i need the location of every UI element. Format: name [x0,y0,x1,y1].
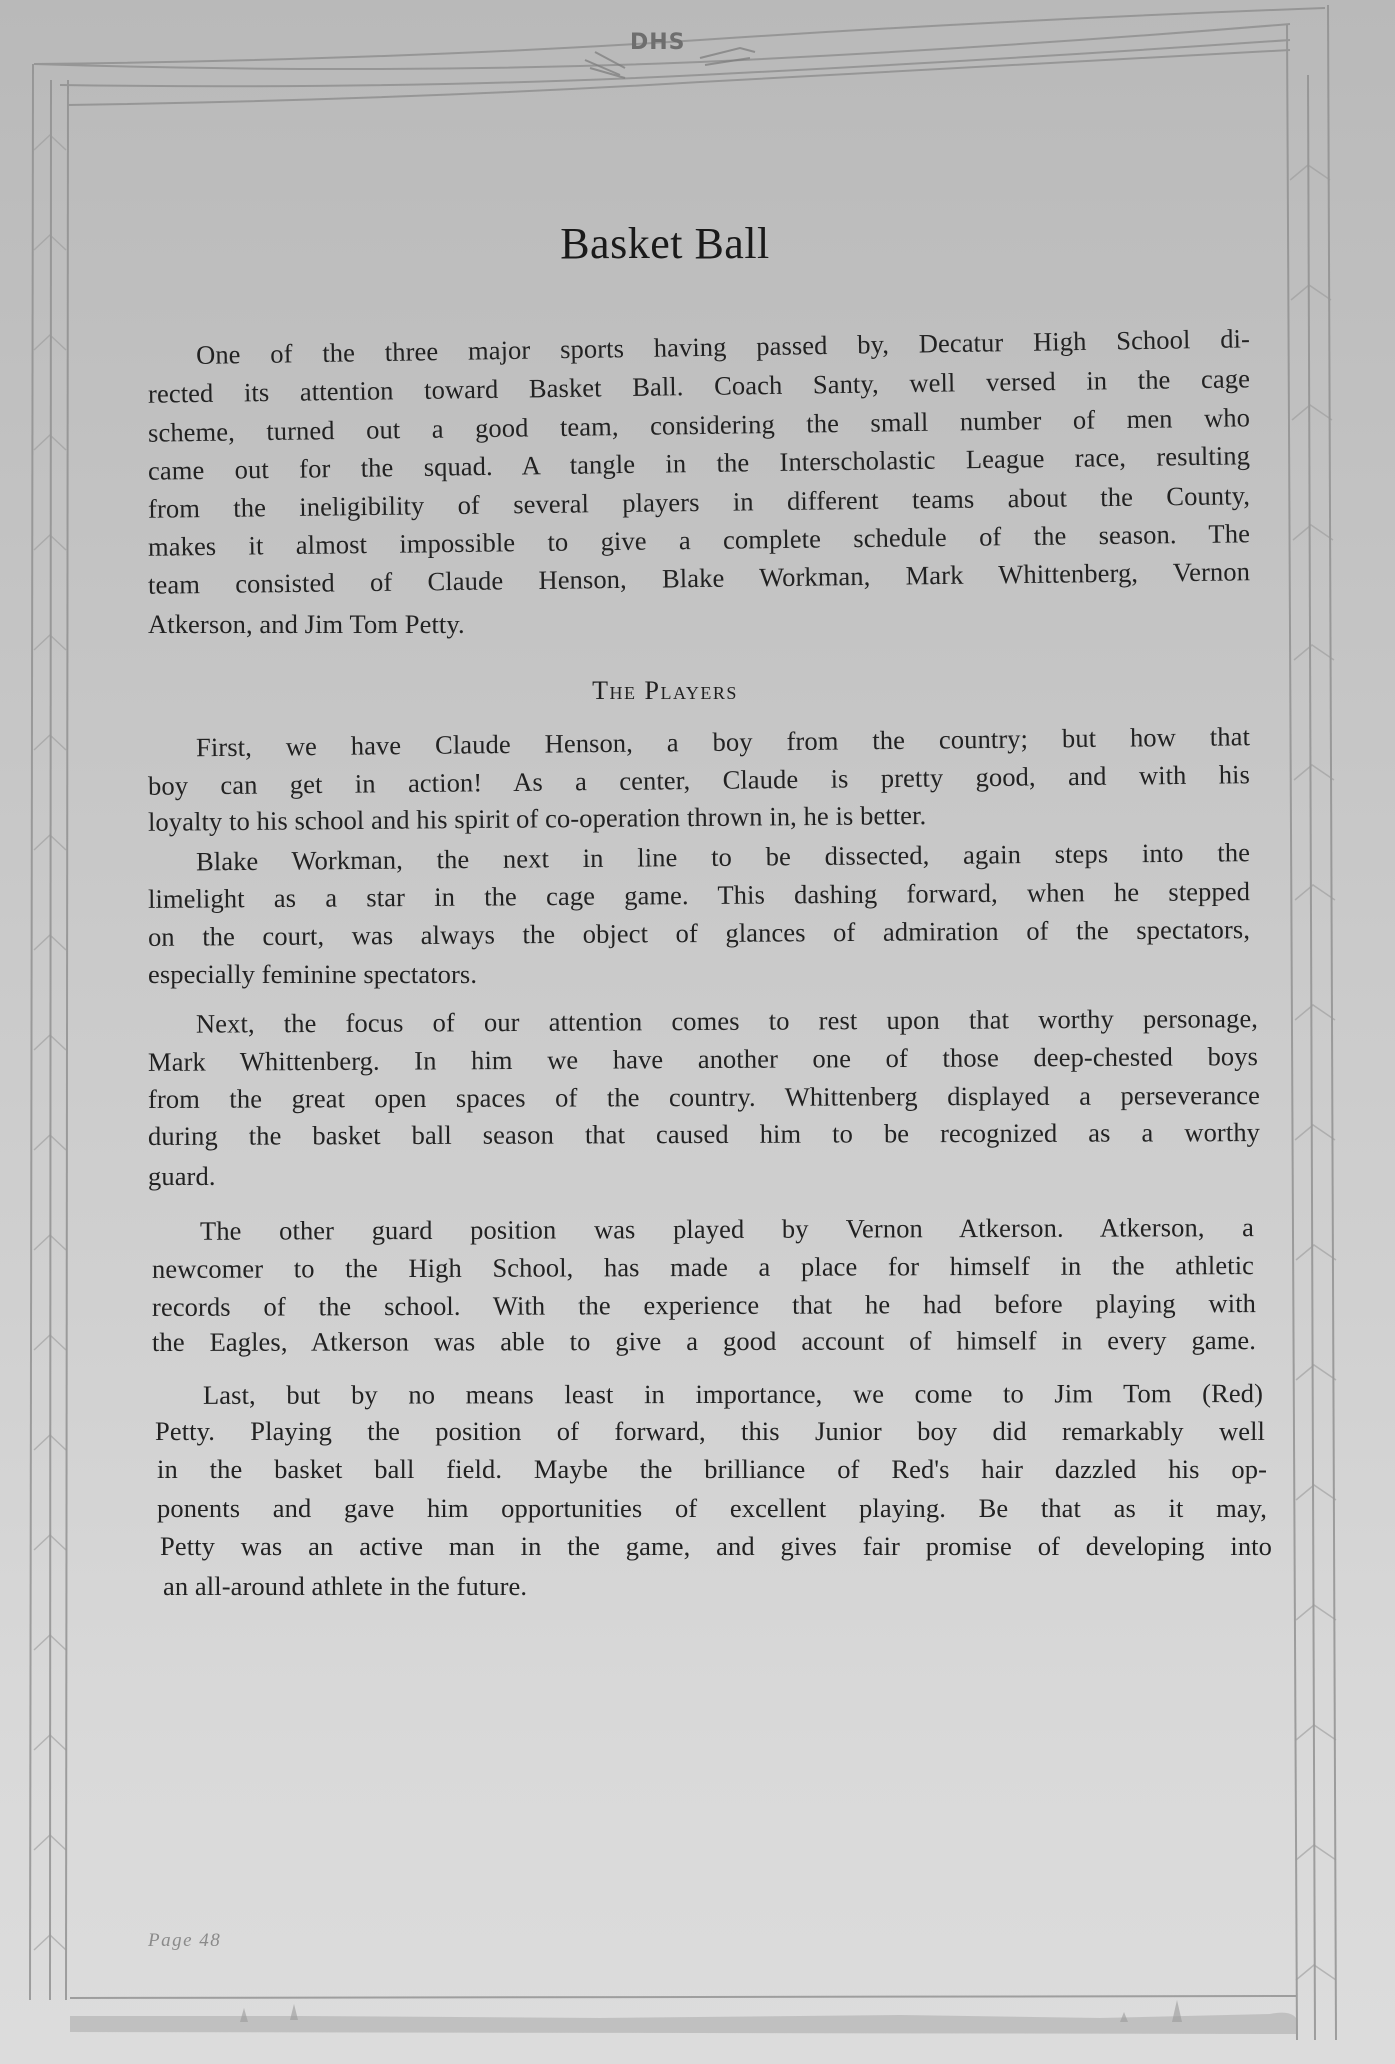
text-line: came out for the squad. A tangle in the Interscholastic League race, resulting [147,440,1251,486]
text-line: makes it almost impossible to give a complete schedule of the season. The [147,518,1251,562]
text-line: on the court, was always the object of glances of admiration of the spectators, [147,914,1251,952]
text-line: Petty was an active man in the game, and gives fair promise of developing into [160,1531,1272,1561]
text-line: Petty. Playing the position of forward, this Junior boy did remarkably well [155,1416,1265,1446]
text-line: One of the three major sports having passed by, Decatur High School di- [195,323,1251,370]
text-line: limelight as a star in the cage game. This dashing forward, when he stepped [147,876,1251,914]
text-line: during the basket ball season that caused him to be recognized as a worthy [147,1117,1261,1151]
text-line: loyalty to his school and his spirit of co-operation thrown in, he is better. [147,800,927,837]
text-line: in the basket ball field. Maybe the brilliance of Red's hair dazzled his op- [157,1454,1267,1484]
section-heading: The Players [592,676,738,705]
text-line: ponents and gave him opportunities of excellent playing. Be that as it may, [157,1493,1267,1523]
text-line: First, we have Claude Henson, a boy from the country; but how that [195,721,1251,763]
text-line: newcomer to the High School, has made a place for himself in the athletic [151,1250,1255,1284]
text-line: boy can get in action! As a center, Claude is pretty good, and with his [147,759,1251,801]
text-line: Next, the focus of our attention comes to rest upon that worthy personage, [195,1003,1259,1039]
text-line: Blake Workman, the next in line to be dissected, again steps into the [195,837,1251,877]
dhs-monogram: DHS [630,30,686,55]
text-line: an all-around athlete in the future. [163,1571,528,1601]
page-title: Basket Ball [560,219,770,268]
text-line: the Eagles, Atkerson was able to give a good account of himself in every game. [151,1325,1257,1357]
text-line: guard. [148,1161,216,1191]
page-number: Page 48 [148,1930,222,1951]
text-line: especially feminine spectators. [148,959,478,989]
text-line: from the ineligibility of several players in different teams about the County, [147,480,1251,524]
text-line: The other guard position was played by Vernon Atkerson. Atkerson, a [199,1212,1255,1246]
text-line: records of the school. With the experience that he had before playing with [151,1288,1257,1322]
text-line: from the great open spaces of the country. Whittenberg displayed a perseverance [147,1080,1261,1114]
text-line: team consisted of Claude Henson, Blake Workman, Mark Whittenberg, Vernon [147,556,1251,600]
text-line: Last, but by no means least in importance, we come to Jim Tom (Red) [202,1378,1264,1410]
text-line: rected its attention toward Basket Ball. Coach Santy, well versed in the cage [147,363,1251,409]
text-line: scheme, turned out a good team, considering the small number of men who [147,402,1251,448]
text-line: Atkerson, and Jim Tom Petty. [148,609,465,639]
text-line: Mark Whittenberg. In him we have another one of those deep-chested boys [147,1041,1259,1077]
